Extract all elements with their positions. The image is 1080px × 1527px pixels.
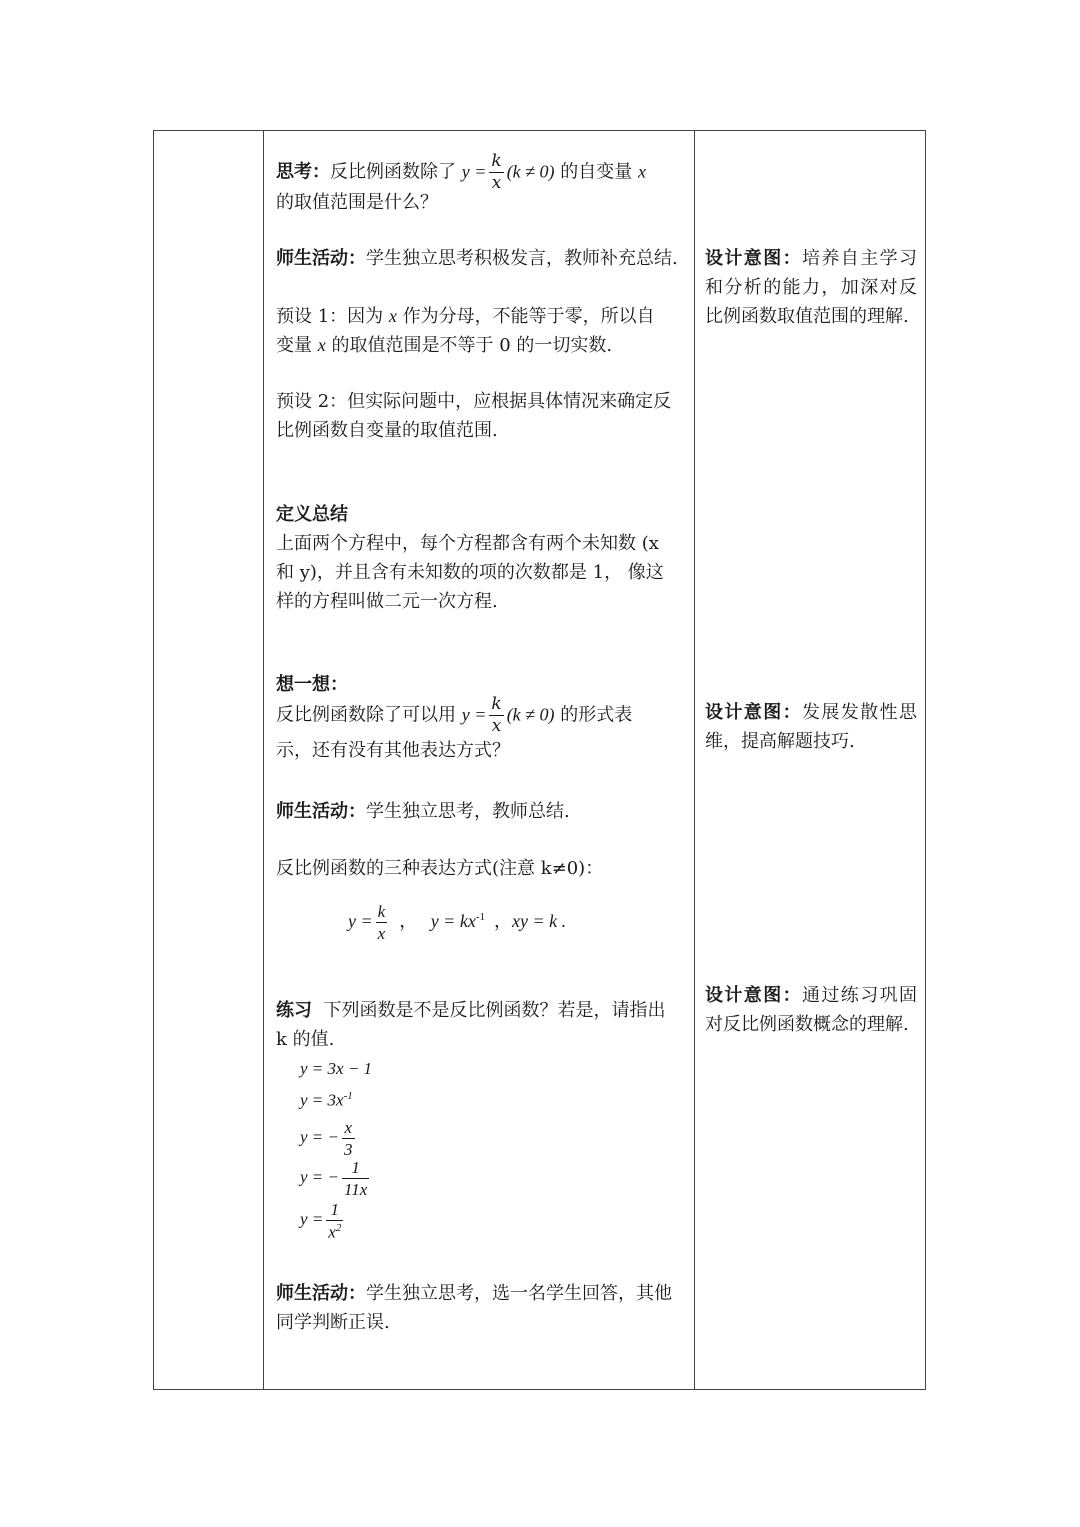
fraction-k-over-x: $\frac{k}{x}$ (491, 694, 502, 736)
exercise-3: y = − $\frac{x}{3}$ (300, 1118, 353, 1159)
definition-line1: 上面两个方程中，每个方程都含有两个未知数 (x (276, 533, 659, 554)
exercise-2: $y = 3x^{-1}$ (300, 1090, 353, 1110)
definition-line3: 样的方程叫做二元一次方程. (276, 591, 498, 612)
think2-line1: 反比例函数除了可以用 y = $\frac{k}{x}$ (k ≠ 0) 的形式表 (276, 694, 633, 736)
exercise-line1: 练习 下列函数是不是反比例函数？若是，请指出 (276, 1000, 666, 1021)
think2-line2: 示，还有没有其他表达方式？ (276, 740, 510, 761)
activity-2: 师生活动：学生独立思考，教师总结. (276, 801, 570, 822)
activity-1: 师生活动：学生独立思考积极发言，教师补充总结. (276, 248, 678, 269)
design-intent-2: 设计意图：发展发散性思维，提高解题技巧. (705, 702, 917, 752)
fraction-k-over-x: $\frac{k}{x}$ (377, 902, 386, 944)
activity-3-line2: 同学判断正误. (276, 1312, 390, 1333)
preset-1-line2: 变量 x 的取值范围是不等于 0 的一切实数. (276, 335, 613, 356)
exercise-5: y = $\frac{1}{x^2}$ (300, 1200, 342, 1242)
activity-3-line1: 师生活动：学生独立思考，选一名学生回答，其他 (276, 1283, 672, 1304)
activity-column (264, 131, 695, 1389)
preset-2-line2: 比例函数自变量的取值范围. (276, 420, 498, 441)
three-forms: y = $\frac{k}{x}$ ， $y = kx^{-1}$ ，xy = k . (348, 902, 567, 944)
design-intent-1: 设计意图：培养自主学习和分析的能力，加深对反比例函数取值范围的理解. (705, 248, 917, 327)
definition-heading: 定义总结 (276, 504, 348, 525)
fraction-k-over-x: $\frac{k}{x}$ (491, 151, 502, 193)
forms-title: 反比例函数的三种表达方式(注意 k≠0)： (276, 858, 604, 879)
exercise-1: y = 3x − 1 (300, 1059, 373, 1078)
think-line2: 的取值范围是什么？ (276, 192, 438, 213)
preset-1-line1: 预设 1：因为 x 作为分母，不能等于零，所以自 (276, 306, 655, 327)
preset-2-line1: 预设 2：但实际问题中，应根据具体情况来确定反 (276, 391, 672, 412)
design-intent-column (695, 131, 925, 1389)
think-block: 思考：反比例函数除了 y = $\frac{k}{x}$ (k ≠ 0) 的自变量 x (276, 151, 647, 193)
exercise-4: y = − $\frac{1}{11x}$ (300, 1158, 368, 1199)
lesson-table (153, 130, 926, 1390)
design-intent-3: 设计意图：通过练习巩固对反比例函数概念的理解. (705, 985, 917, 1035)
think2-heading: 想一想： (276, 674, 348, 695)
definition-line2: 和 y)，并且含有未知数的项的次数都是 1， 像这 (276, 562, 664, 583)
exercise-line2: k 的值. (276, 1029, 335, 1050)
